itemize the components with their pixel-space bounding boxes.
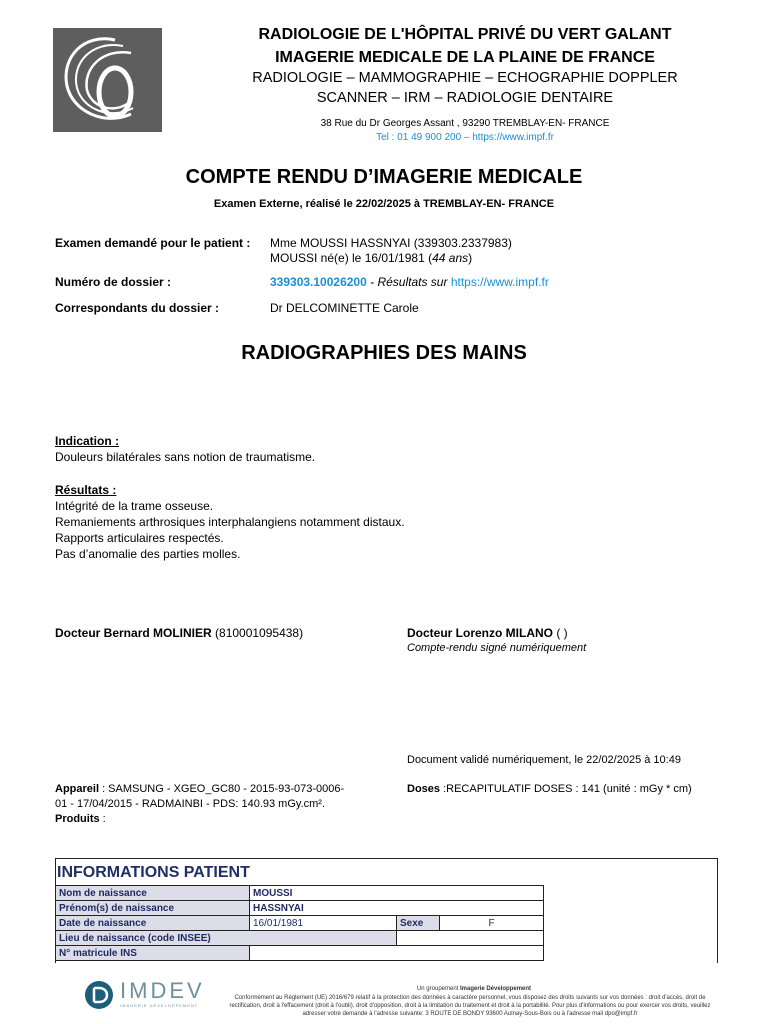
prenom-label: Prénom(s) de naissance — [56, 901, 250, 916]
patient-line2: MOUSSI né(e) le 16/01/1981 (44 ans) — [270, 251, 473, 265]
footer-legal: Conformément au Règlement (UE) 2016/679 relatif à la protection des données à caractère personnel, vous disposez des droits suivants sur vos données : droit d'accès, droit de rectification, droit à l'effacement (droit à l'oubli), droit d'opposition, droit à la limitation du traitement et droit à la portabilité. Pour plus d'informations ou pour exercer vos droits, veuillez adresser votre demande à l'adresse suivante: 3 ROUTE DE BONDY 93600 Aulnay-Sous-Bois ou à l'adresse mail dpo@impf.fr — [229, 995, 711, 1017]
validation-note: Document validé numériquement, le 22/02/2025 à 10:49 — [407, 754, 681, 766]
signed-note: Compte-rendu signé numériquement — [407, 642, 587, 654]
footer-group: Un groupement Imagerie Développement — [416, 986, 532, 992]
report-subtitle: Examen Externe, réalisé le 22/02/2025 à TREMBLAY-EN- FRANCE — [213, 198, 555, 210]
corresp-value: Dr DELCOMINETTE Carole — [270, 301, 419, 315]
doctor2-signature: Docteur Lorenzo MILANO ( ) — [407, 626, 568, 640]
header-address: 38 Rue du Dr Georges Assant , 93290 TREMBLAY-EN- FRANCE — [320, 118, 610, 129]
table-row — [56, 946, 544, 961]
results-line: Rapports articulaires respectés. — [55, 531, 224, 545]
header-line2: IMAGERIE MEDICALE DE LA PLAINE DE FRANCE — [275, 49, 655, 66]
header-line4: SCANNER – IRM – RADIOLOGIE DENTAIRE — [316, 90, 614, 106]
dossier-number: 339303.10026200 — [270, 275, 367, 289]
table-row — [56, 916, 544, 931]
doctor1-signature: Docteur Bernard MOLINIER (810001095438) — [55, 626, 304, 640]
indication-text: Douleurs bilatérales sans notion de traumatisme. — [55, 450, 316, 464]
nom-label: Nom de naissance — [56, 886, 250, 901]
table-row — [56, 886, 544, 901]
date-label: Date de naissance — [56, 916, 250, 931]
doses-info: Doses :RECAPITULATIF DOSES : 141 (unité : mGy * cm) — [407, 783, 692, 795]
matricule-value — [250, 946, 544, 961]
report-title: COMPTE RENDU D’IMAGERIE MEDICALE — [185, 166, 583, 188]
patient-line1: Mme MOUSSI HASSNYAI (339303.2337983) — [270, 236, 512, 250]
patient-info-heading: INFORMATIONS PATIENT — [57, 864, 250, 881]
results-line: Remaniements arthrosiques interphalangiens notamment distaux. — [55, 515, 405, 529]
table-row — [56, 901, 544, 916]
results-heading: Résultats : — [55, 483, 117, 497]
nom-value: MOUSSI — [250, 886, 544, 901]
patient-age: 44 ans — [432, 251, 469, 265]
matricule-label: N° matricule INS — [56, 946, 250, 961]
date-value: 16/01/1981 — [250, 916, 397, 931]
patient-label: Examen demandé pour le patient : — [55, 236, 251, 250]
appareil-info: Appareil : SAMSUNG - XGEO_GC80 - 2015-93-073-0006- 01 - 17/04/2015 - RADMAINBI - PDS: 140.93 mGy.cm². Produits : — [55, 783, 345, 825]
patient-info-table-wrap — [55, 885, 544, 961]
table-row — [56, 931, 544, 946]
lieu-label: Lieu de naissance (code INSEE) — [56, 931, 397, 946]
results-line: Pas d’anomalie des parties molles. — [55, 547, 241, 561]
imdev-brand: IMDEV — [120, 978, 205, 1003]
lieu-value — [397, 931, 544, 946]
header-line3: RADIOLOGIE – MAMMOGRAPHIE – ECHOGRAPHIE DOPPLER — [252, 70, 678, 86]
prenom-value: HASSNYAI — [250, 901, 544, 916]
dossier-value: 339303.10026200 - Résultats sur https://www.impf.fr — [270, 275, 549, 289]
patient-info-table — [55, 885, 544, 961]
indication-heading: Indication : — [55, 434, 119, 448]
sexe-label: Sexe — [397, 916, 440, 931]
imdev-brand-sub: IMAGERIE DÉVELOPPEMENT — [120, 1003, 199, 1008]
sexe-value: F — [440, 916, 544, 931]
corresp-label: Correspondants du dossier : — [55, 301, 220, 315]
results-line: Intégrité de la trame osseuse. — [55, 499, 214, 513]
exam-title: RADIOGRAPHIES DES MAINS — [241, 342, 527, 364]
imdev-logo-icon — [84, 980, 114, 1015]
header-line1: RADIOLOGIE DE L'HÔPITAL PRIVÉ DU VERT GALANT — [258, 26, 672, 43]
header-contact[interactable]: Tel : 01 49 900 200 – https://www.impf.fr — [376, 132, 554, 143]
results-link[interactable]: https://www.impf.fr — [450, 275, 549, 289]
clinic-logo — [53, 28, 162, 132]
dossier-label: Numéro de dossier : — [55, 275, 172, 289]
